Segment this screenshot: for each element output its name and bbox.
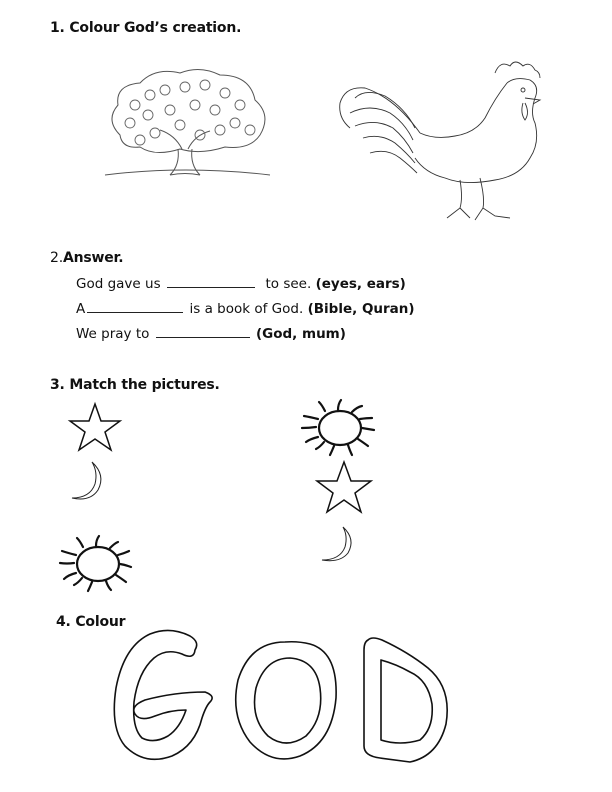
section-2-heading — [50, 250, 123, 266]
star-icon[interactable] — [68, 402, 122, 452]
section-number: 1. — [50, 20, 65, 36]
apple-tree-picture — [100, 65, 280, 180]
section-number: 4. — [56, 614, 71, 630]
section-1-heading — [50, 20, 241, 36]
answer-options: (God, mum) — [255, 326, 346, 342]
apples-icon — [125, 80, 255, 145]
question-2 — [76, 301, 415, 317]
question-text: is a book of God. — [189, 301, 304, 317]
star-icon[interactable] — [315, 460, 373, 514]
moon-icon[interactable] — [318, 525, 358, 567]
question-text: to see. — [265, 276, 312, 292]
answer-blank[interactable] — [87, 311, 183, 313]
sun-icon[interactable] — [300, 398, 380, 458]
question-3 — [76, 326, 346, 342]
question-1 — [76, 276, 406, 292]
letter-g — [114, 630, 212, 759]
section-title: Match the pictures. — [69, 377, 220, 393]
answer-options: (Bible, Quran) — [307, 301, 415, 317]
section-title: Colour — [75, 614, 126, 630]
section-3-heading — [50, 377, 220, 393]
answer-blank[interactable] — [167, 286, 255, 288]
sun-icon[interactable] — [58, 533, 138, 593]
rooster-picture — [335, 58, 545, 228]
answer-blank[interactable] — [156, 336, 250, 338]
section-number: 2. — [50, 250, 63, 266]
answer-options: (eyes, ears) — [315, 276, 406, 292]
question-text: We pray to — [76, 326, 150, 342]
section-title: Answer. — [62, 250, 124, 266]
question-text: God gave us — [76, 276, 161, 292]
moon-icon[interactable] — [68, 460, 108, 505]
god-outline-word[interactable] — [110, 628, 450, 773]
section-title: Colour God’s creation. — [69, 20, 242, 36]
section-number: 3. — [50, 377, 65, 393]
question-text: A — [76, 301, 86, 317]
